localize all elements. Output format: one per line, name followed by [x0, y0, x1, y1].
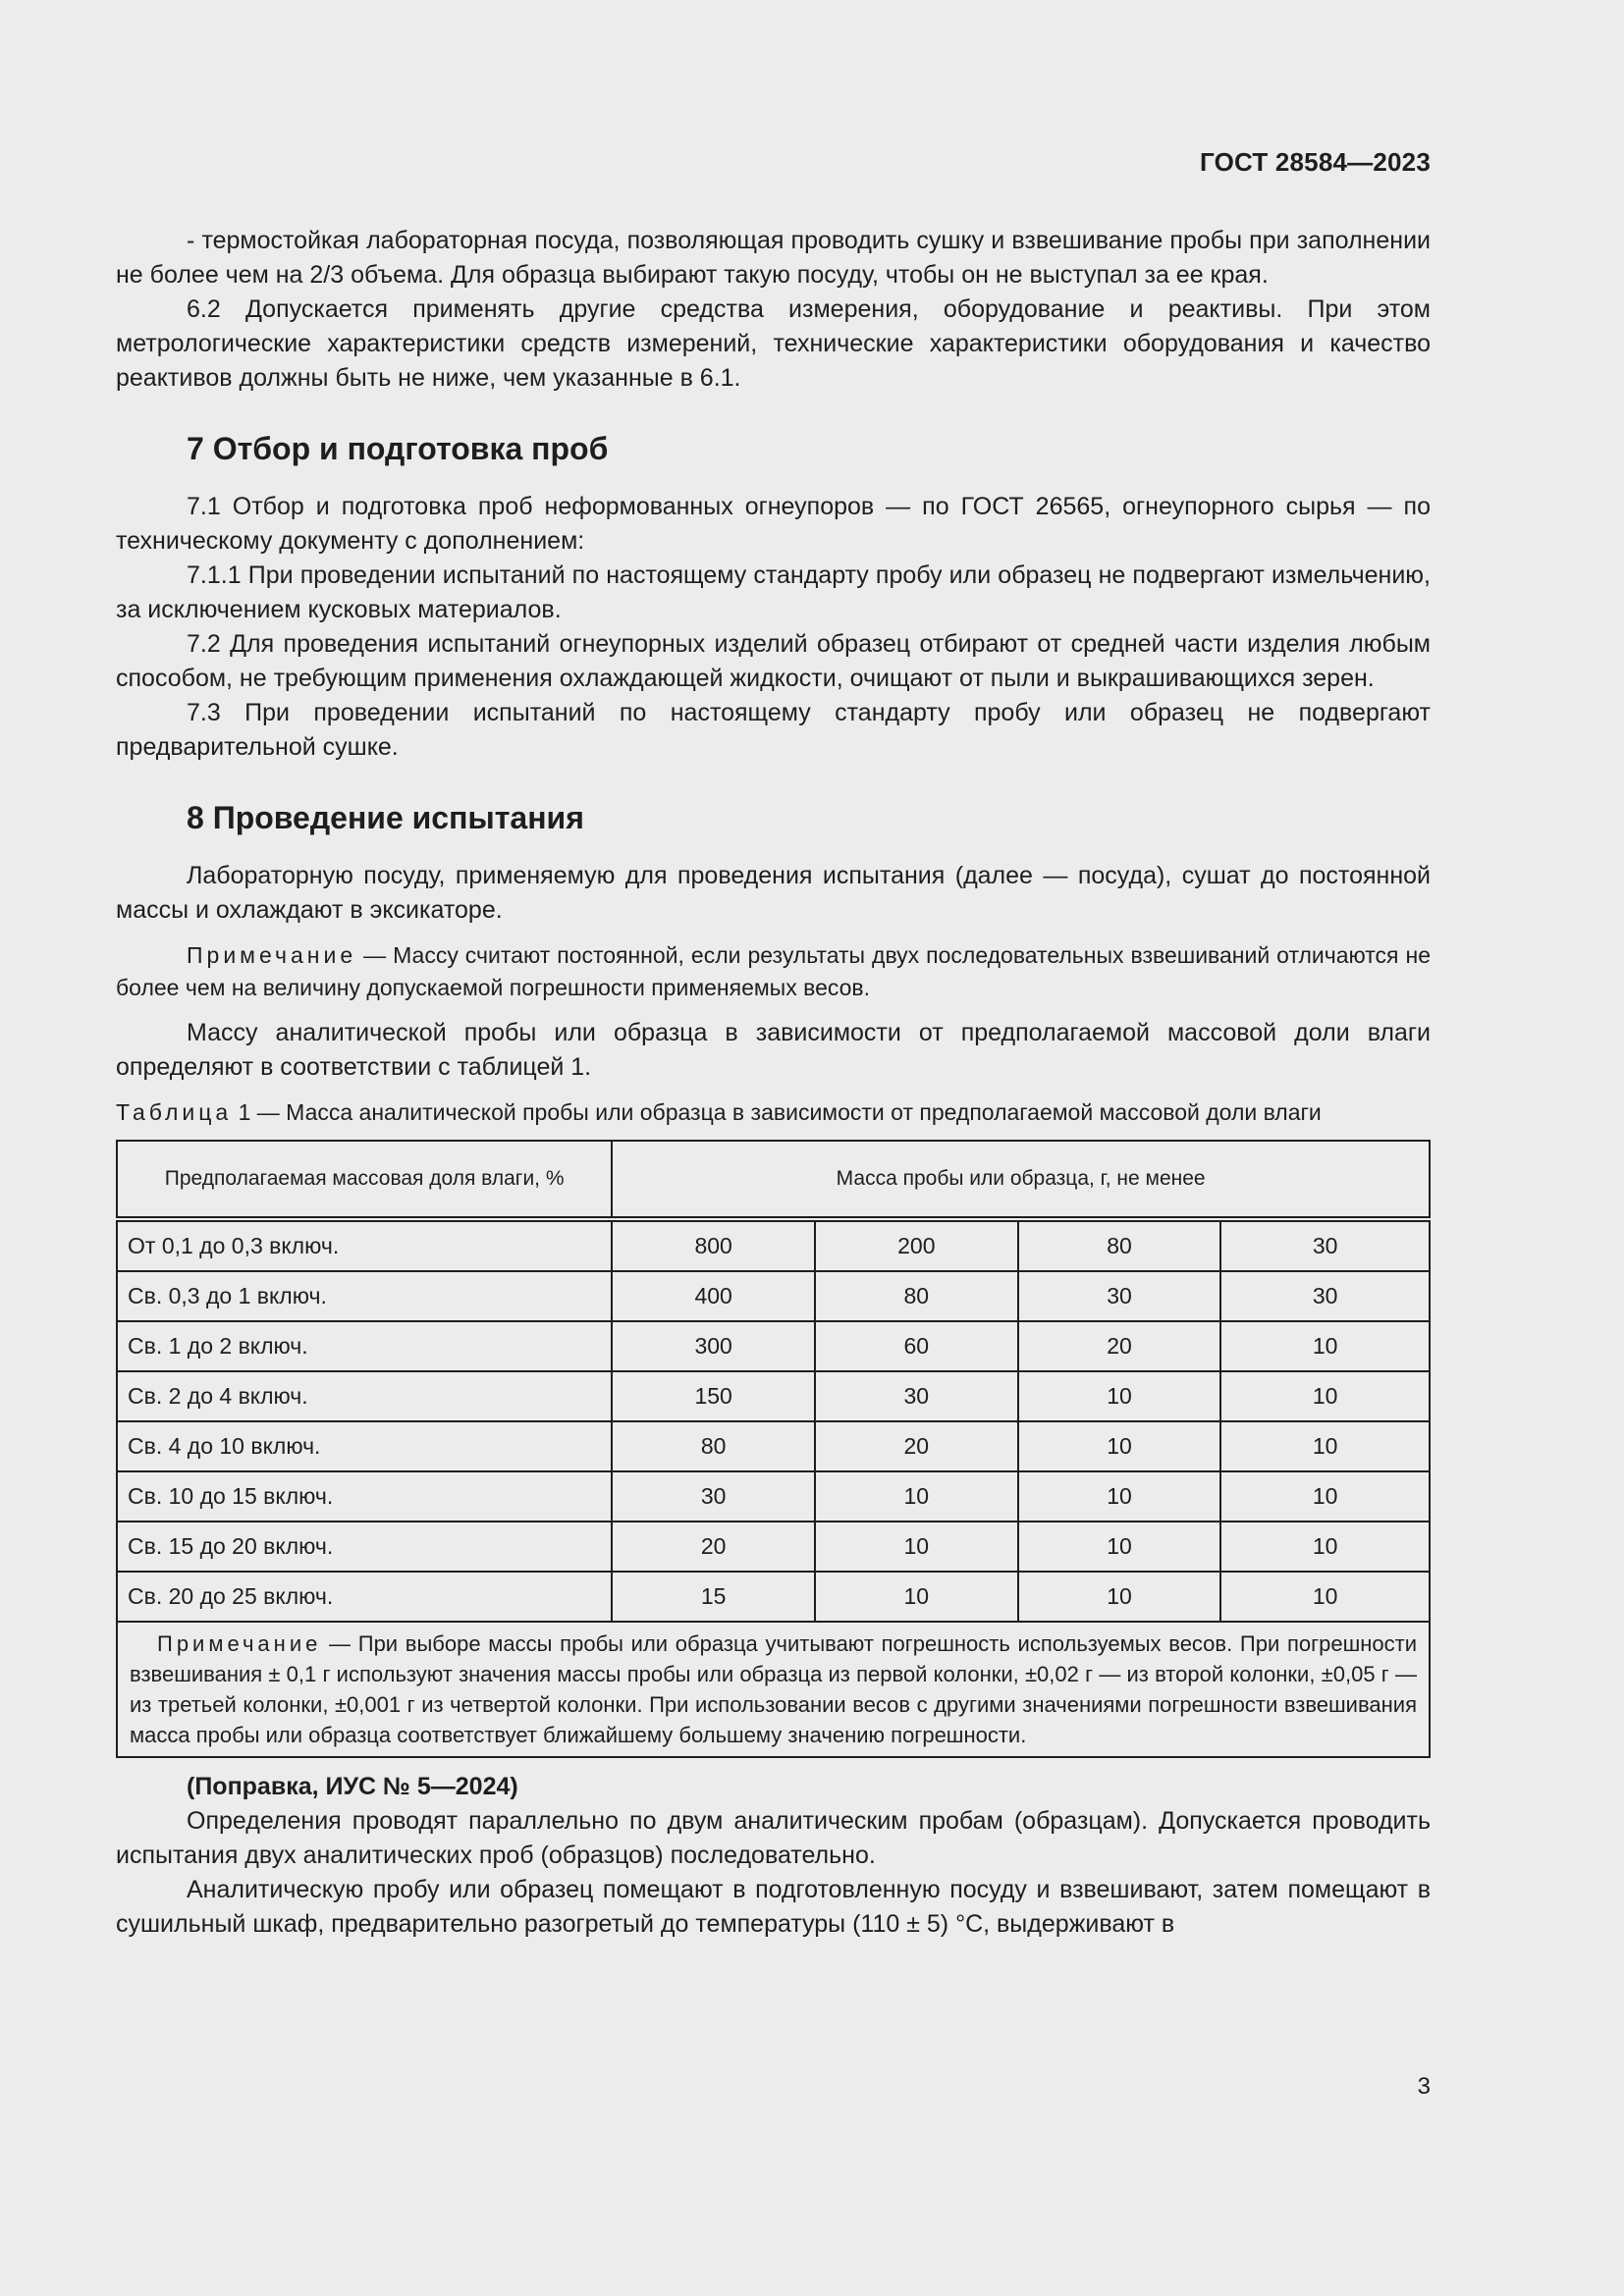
cell-value: 60 [815, 1321, 1018, 1371]
table-row [117, 1421, 1430, 1471]
row-label: Св. 4 до 10 включ. [117, 1421, 612, 1471]
cell-value: 10 [1018, 1371, 1221, 1421]
cell-value: 80 [815, 1271, 1018, 1321]
cell-value: 10 [1018, 1421, 1221, 1471]
row-label: Св. 10 до 15 включ. [117, 1471, 612, 1522]
row-label: От 0,1 до 0,3 включ. [117, 1219, 612, 1271]
table-row [117, 1219, 1430, 1271]
paragraph-mass: Массу аналитической пробы или образца в зависимости от предполагаемой массовой доли влаги определяют в соответствии с таблицей 1. [116, 1019, 1431, 1081]
paragraph-7-3: 7.3 При проведении испытаний по настоящему стандарту пробу или образец не подвергают предварительной сушке. [116, 699, 1431, 761]
paragraph-list-item: - термостойкая лабораторная посуда, позволяющая проводить сушку и взвешивание пробы при заполнении не более чем на 2/3 объема. Для образца выбирают такую посуду, чтобы он не выступал за ее края. [116, 227, 1431, 289]
cell-value: 300 [612, 1321, 815, 1371]
cell-value: 10 [1018, 1471, 1221, 1522]
table-row [117, 1471, 1430, 1522]
cell-value: 80 [1018, 1219, 1221, 1271]
document-page [116, 0, 1431, 2296]
table-note-text: — При выборе массы пробы или образца учитывают погрешность используемых весов. При погрешности взвешивания ± 0,1 г используют значения массы пробы или образца из первой колонки, ±0,02 г — из второй колонки, ±0,05 г — из третьей колонки, ±0,001 г из четвертой колонки. При использовании весов с другими значениями погрешности взвешивания масса пробы или образца соответствует ближайшему большему значению погрешности. [130, 1631, 1417, 1747]
table-row [117, 1572, 1430, 1622]
table-header-row [117, 1141, 1430, 1219]
cell-value: 30 [1018, 1271, 1221, 1321]
document-id-header: ГОСТ 28584—2023 [1200, 147, 1431, 177]
paragraph-6-2: 6.2 Допускается применять другие средства измерения, оборудование и реактивы. При этом метрологические характеристики средств измерений, технические характеристики оборудования и качество реактивов должны быть не ниже, чем указанные в 6.1. [116, 295, 1431, 392]
cell-value: 30 [612, 1471, 815, 1522]
cell-value: 30 [1220, 1271, 1430, 1321]
table-row [117, 1522, 1430, 1572]
cell-value: 30 [1220, 1219, 1430, 1271]
cell-value: 80 [612, 1421, 815, 1471]
note-text: — Массу считают постоянной, если результаты двух последовательных взвешиваний отличаются не более чем на величину допускаемой погрешности применяемых весов. [116, 942, 1431, 1000]
page-number: 3 [1417, 2073, 1431, 2100]
table-row [117, 1321, 1430, 1371]
cell-value: 10 [1220, 1371, 1430, 1421]
cell-value: 150 [612, 1371, 815, 1421]
paragraph-last: Аналитическую пробу или образец помещают в подготовленную посуду и взвешивают, затем помещают в сушильный шкаф, предварительно разогретый до температуры (110 ± 5) °С, выдерживают в [116, 1876, 1431, 1938]
cell-value: 15 [612, 1572, 815, 1622]
table-caption [116, 1096, 1431, 1128]
moisture-mass-table [116, 1140, 1431, 1758]
table-note-row [117, 1622, 1430, 1757]
table-note [117, 1622, 1430, 1757]
cell-value: 30 [815, 1371, 1018, 1421]
page-content [116, 224, 1431, 1942]
table-row [117, 1371, 1430, 1421]
note-label: Примечание [187, 942, 357, 968]
header-mass: Масса пробы или образца, г, не менее [612, 1141, 1430, 1219]
cell-value: 10 [1220, 1421, 1430, 1471]
cell-value: 10 [1220, 1522, 1430, 1572]
cell-value: 800 [612, 1219, 815, 1271]
cell-value: 10 [815, 1471, 1018, 1522]
paragraph-8-intro: Лабораторную посуду, применяемую для проведения испытания (далее — посуда), сушат до постоянной массы и охлаждают в эксикаторе. [116, 862, 1431, 924]
cell-value: 10 [815, 1572, 1018, 1622]
table-caption-label: Таблица [116, 1099, 233, 1125]
row-label: Св. 20 до 25 включ. [117, 1572, 612, 1622]
section-7-heading: 7 Отбор и подготовка проб [187, 431, 609, 466]
table-caption-text: 1 — Масса аналитической пробы или образца в зависимости от предполагаемой массовой доли влаги [232, 1099, 1322, 1125]
correction-reference: (Поправка, ИУС № 5—2024) [187, 1773, 518, 1800]
row-label: Св. 2 до 4 включ. [117, 1371, 612, 1421]
cell-value: 200 [815, 1219, 1018, 1271]
paragraph-7-2: 7.2 Для проведения испытаний огнеупорных изделий образец отбирают от средней части изделия любым способом, не требующим применения охлаждающей жидкости, очищают от пыли и выкрашивающихся зерен. [116, 630, 1431, 692]
header-moisture: Предполагаемая массовая доля влаги, % [117, 1141, 612, 1219]
cell-value: 20 [815, 1421, 1018, 1471]
paragraph-parallel: Определения проводят параллельно по двум аналитическим пробам (образцам). Допускается проводить испытания двух аналитических проб (образцов) последовательно. [116, 1807, 1431, 1869]
paragraph-7-1-1: 7.1.1 При проведении испытаний по настоящему стандарту пробу или образец не подвергают измельчению, за исключением кусковых материалов. [116, 561, 1431, 623]
row-label: Св. 15 до 20 включ. [117, 1522, 612, 1572]
cell-value: 20 [612, 1522, 815, 1572]
table-note-label: Примечание [157, 1631, 322, 1656]
cell-value: 10 [1220, 1321, 1430, 1371]
cell-value: 10 [1018, 1572, 1221, 1622]
row-label: Св. 0,3 до 1 включ. [117, 1271, 612, 1321]
cell-value: 10 [1018, 1522, 1221, 1572]
cell-value: 400 [612, 1271, 815, 1321]
paragraph-7-1: 7.1 Отбор и подготовка проб неформованных огнеупоров — по ГОСТ 26565, огнеупорного сырья — по техническому документу с дополнением: [116, 493, 1431, 555]
cell-value: 10 [1220, 1572, 1430, 1622]
section-8-heading: 8 Проведение испытания [187, 800, 584, 835]
cell-value: 20 [1018, 1321, 1221, 1371]
cell-value: 10 [1220, 1471, 1430, 1522]
row-label: Св. 1 до 2 включ. [117, 1321, 612, 1371]
note-constant-mass [116, 939, 1431, 1004]
table-row [117, 1271, 1430, 1321]
cell-value: 10 [815, 1522, 1018, 1572]
